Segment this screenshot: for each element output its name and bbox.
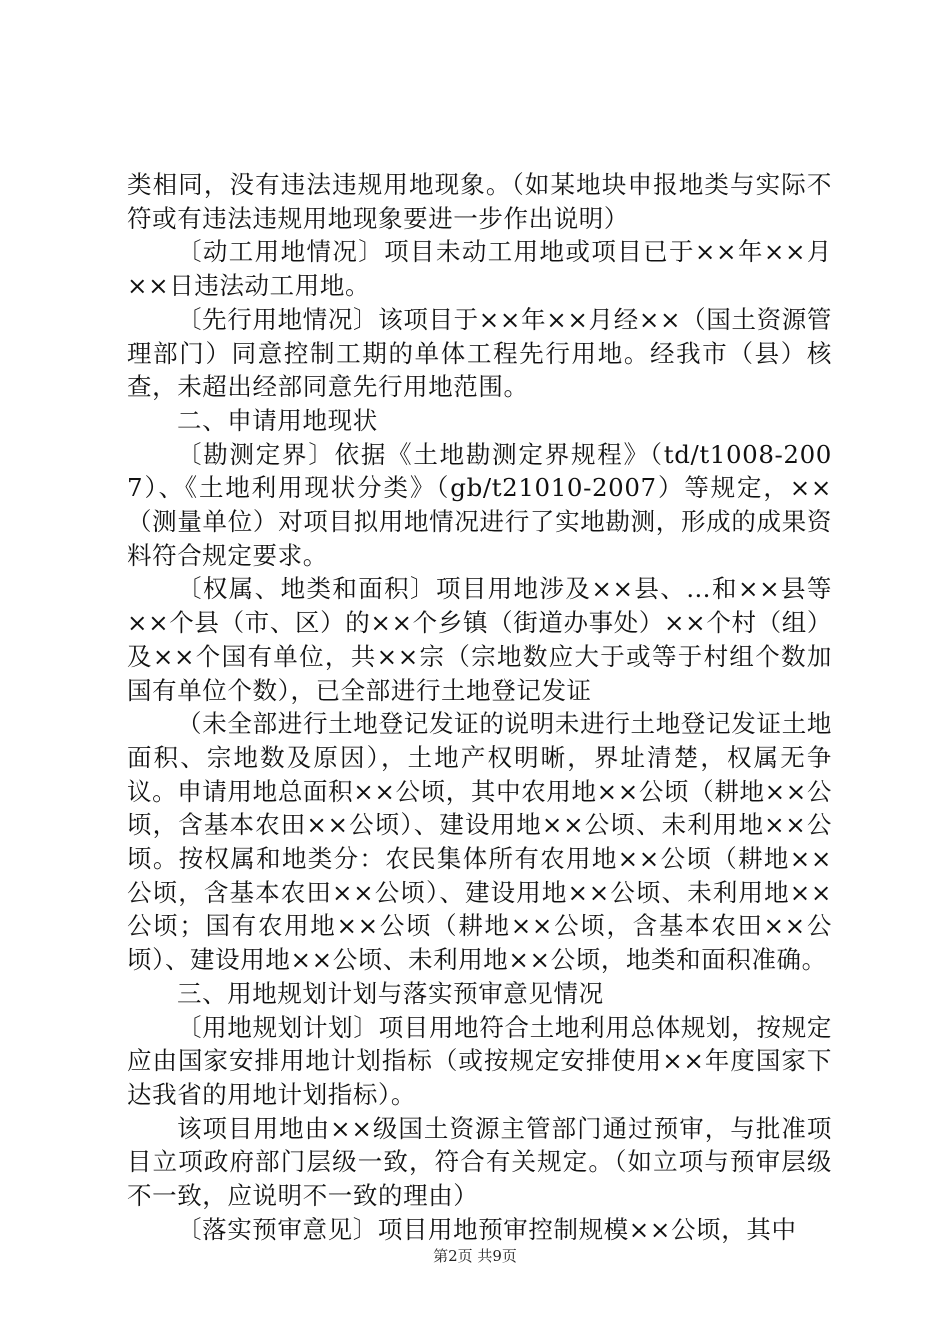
paragraph-implement-review: 〔落实预审意见〕项目用地预审控制规模××公顷，其中	[177, 1214, 797, 1244]
paragraph-advance-land-use: 〔先行用地情况〕该项目于××年××月经××（国土资源管理部门）同意控制工期的单体工程先行用地。经我市（县）核查，未超出经部同意先行用地范围。	[127, 304, 832, 402]
paragraph-ownership-area: 〔权属、地类和面积〕项目用地涉及××县、…和××县等××个县（市、区）的××个乡镇（街道办事处）××个村（组）及××个国有单位，共××宗（宗地数应大于或等于村组个数加国有单位个数），已全部进行土地登记发证	[127, 574, 832, 705]
paragraph-land-planning: 〔用地规划计划〕项目用地符合土地利用总体规划，按规定应由国家安排用地计划指标（或按规定安排使用××年度国家下达我省的用地计划指标）。	[127, 1012, 832, 1109]
section-heading-current-status: 二、申请用地现状	[177, 405, 378, 435]
paragraph-land-type: 类相同，没有违法违规用地现象。（如某地块申报地类与实际不符或有违法违规用地现象要进一步作出说明）	[127, 170, 832, 233]
page-footer: 第2页 共9页	[433, 1247, 517, 1265]
section-heading-planning: 三、用地规划计划与落实预审意见情况	[177, 978, 604, 1008]
paragraph-construction-status: 〔动工用地情况〕项目未动工用地或项目已于××年××月××日违法动工用地。	[127, 237, 832, 301]
document-body	[127, 168, 832, 1247]
paragraph-survey-demarcation: 〔勘测定界〕依据《土地勘测定界规程》（td/t1008-2007）、《土地利用现状分类》（gb/t21010-2007）等规定，××（测量单位）对项目拟用地情况进行了实地勘测，形成的成果资料符合规定要求。	[127, 439, 832, 570]
paragraph-preliminary-review: 该项目用地由××级国土资源主管部门通过预审，与批准项目立项政府部门层级一致，符合有关规定。（如立项与预审层级不一致，应说明不一致的理由）	[127, 1113, 832, 1211]
paragraph-registration-details: （未全部进行土地登记发证的说明未进行土地登记发证土地面积、宗地数及原因），土地产权明晰，界址清楚，权属无争议。申请用地总面积××公顷，其中农用地××公顷（耕地××公顷，含基本农田××公顷）、建设用地××公顷、未利用地××公顷。按权属和地类分：农民集体所有农用地××公顷（耕地××公顷，含基本农田××公顷）、建设用地××公顷、未利用地××公顷；国有农用地××公顷（耕地××公顷，含基本农田××公顷）、建设用地××公顷、未利用地××公顷，地类和面积准确。	[127, 709, 832, 975]
